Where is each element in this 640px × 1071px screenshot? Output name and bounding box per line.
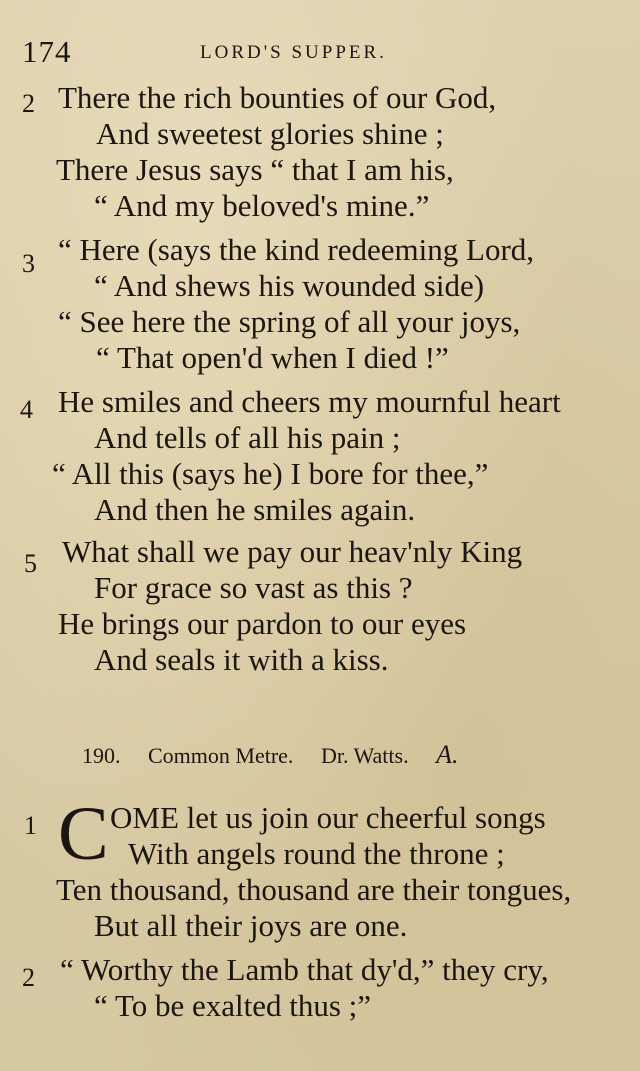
verse-line: “ And shews his wounded side): [94, 268, 485, 303]
verse-line: “ See here the spring of all your joys,: [58, 304, 521, 339]
verse-line: And seals it with a kiss.: [94, 642, 389, 677]
running-head: LORD'S SUPPER.: [200, 42, 387, 63]
verse-line: “ To be exalted thus ;”: [94, 988, 372, 1023]
stanza-number: 4: [20, 395, 33, 424]
verse-line: “ Worthy the Lamb that dy'd,” they cry,: [60, 952, 549, 987]
hymn-marker: A.: [436, 740, 459, 769]
stanza-number: 3: [22, 249, 35, 278]
stanza-number: 2: [22, 963, 35, 992]
hymn-meter: Common Metre.: [148, 743, 294, 768]
hymn-number: 190.: [82, 743, 121, 768]
page-number: 174: [22, 34, 72, 69]
verse-line: He brings our pardon to our eyes: [58, 606, 467, 641]
verse-line: “ Here (says the kind redeeming Lord,: [58, 232, 535, 267]
verse-line: What shall we pay our heav'nly King: [62, 534, 523, 569]
verse-line: Ten thousand, thousand are their tongues,: [56, 872, 572, 907]
verse-line: There the rich bounties of our God,: [58, 80, 497, 115]
verse-line: There Jesus says “ that I am his,: [56, 152, 454, 187]
verse-line: But all their joys are one.: [94, 908, 408, 943]
stanza-number: 1: [24, 811, 37, 840]
verse-line: And tells of all his pain ;: [94, 420, 401, 455]
verse-line: And then he smiles again.: [94, 492, 416, 527]
stanza-number: 5: [24, 549, 37, 578]
verse-line: He smiles and cheers my mournful heart: [58, 384, 561, 419]
stanza-number: 2: [22, 89, 35, 118]
verse-line: “ That open'd when I died !”: [96, 340, 449, 375]
verse-line: OME let us join our cheerful songs: [110, 800, 546, 835]
page-header: [22, 34, 622, 74]
verse-line: “ And my beloved's mine.”: [94, 188, 430, 223]
verse-line: “ All this (says he) I bore for thee,”: [52, 456, 489, 491]
drop-cap: C: [58, 792, 109, 876]
verse-line: With angels round the throne ;: [128, 836, 505, 871]
hymn-heading: [82, 740, 458, 771]
verse-line: And sweetest glories shine ;: [96, 116, 444, 151]
verse-line: For grace so vast as this ?: [94, 570, 413, 605]
hymn-author: Dr. Watts.: [320, 743, 409, 768]
